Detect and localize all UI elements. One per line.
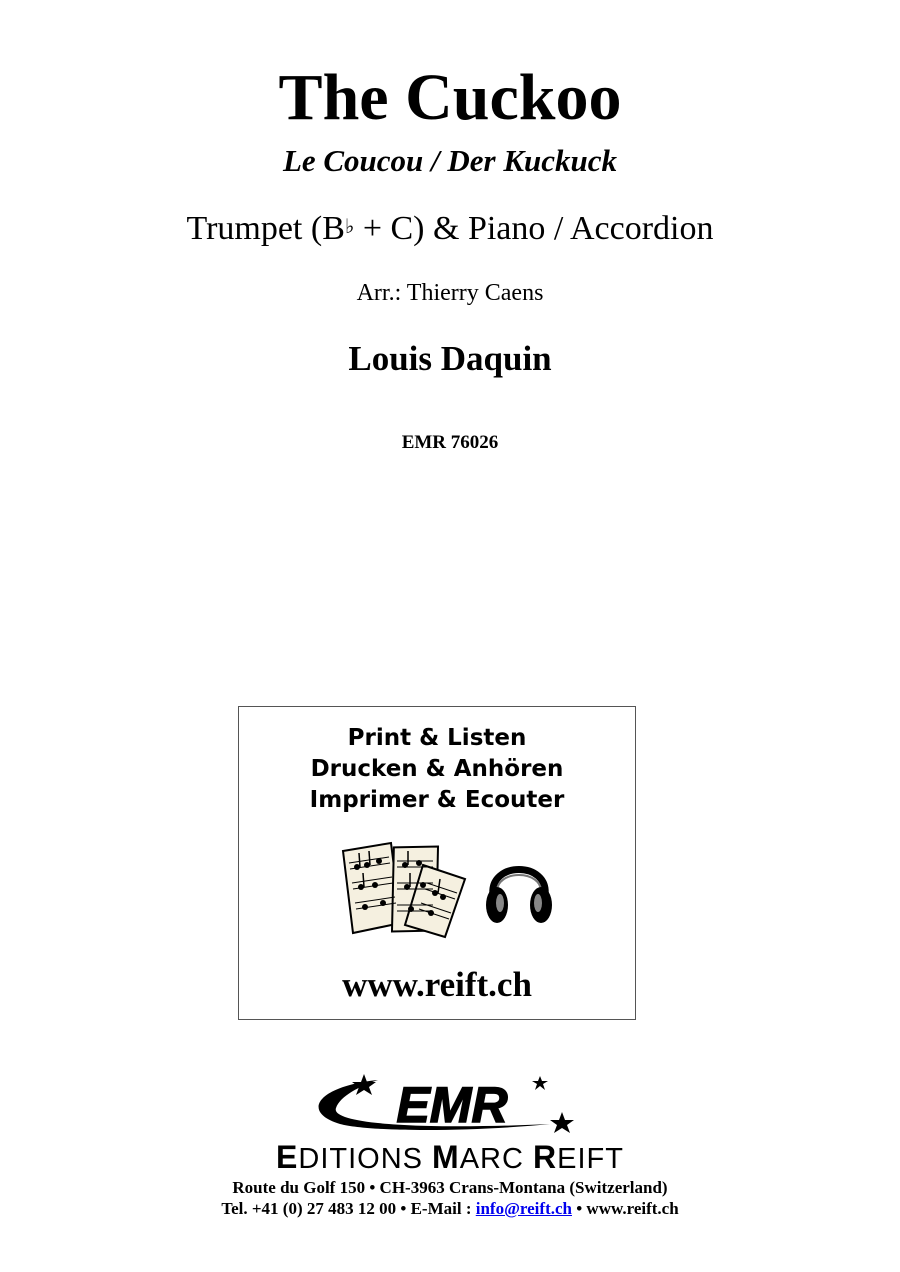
promo-line: Print & Listen bbox=[347, 725, 527, 751]
publisher-contact bbox=[0, 1199, 900, 1219]
subtitle: Le Coucou / Der Kuckuck bbox=[282, 143, 618, 178]
flat-sign: ♭ bbox=[344, 216, 355, 238]
contact-suffix: • www.reift.ch bbox=[571, 1199, 679, 1218]
publisher-name-part: R bbox=[533, 1139, 558, 1175]
emr-logo-text: EMR bbox=[396, 1077, 508, 1133]
publisher-name-part: M bbox=[432, 1139, 460, 1175]
sheet-music-icon bbox=[339, 839, 469, 939]
composer: Louis Daquin bbox=[348, 339, 552, 378]
contact-prefix: Tel. +41 (0) 27 483 12 00 • E-Mail : bbox=[221, 1199, 476, 1218]
publisher-name-part: E bbox=[276, 1139, 299, 1175]
instrumentation bbox=[0, 208, 900, 250]
publisher-name bbox=[0, 1140, 900, 1176]
arranger: Arr.: Thierry Caens bbox=[356, 280, 544, 306]
promo-line: Imprimer & Ecouter bbox=[309, 787, 565, 813]
publisher-name-part: DITIONS bbox=[298, 1143, 433, 1175]
publisher-name-part: ARC bbox=[459, 1143, 533, 1175]
instrumentation-after: + C) & Piano / Accordion bbox=[354, 210, 714, 247]
headphones-icon bbox=[483, 847, 555, 927]
publisher-name-part: EIFT bbox=[557, 1143, 624, 1175]
print-listen-box bbox=[238, 706, 636, 1020]
email-link[interactable]: info@reift.ch bbox=[475, 1199, 572, 1218]
promo-website: www.reift.ch bbox=[342, 965, 532, 1004]
catalog-number: EMR 76026 bbox=[401, 432, 499, 453]
page-title: The Cuckoo bbox=[278, 61, 622, 134]
emr-logo bbox=[300, 1072, 600, 1138]
promo-line: Drucken & Anhören bbox=[310, 756, 564, 782]
instrumentation-before: Trumpet (B bbox=[186, 210, 345, 247]
publisher-address: Route du Golf 150 • CH-3963 Crans-Montana (Switzerland) bbox=[232, 1178, 668, 1197]
